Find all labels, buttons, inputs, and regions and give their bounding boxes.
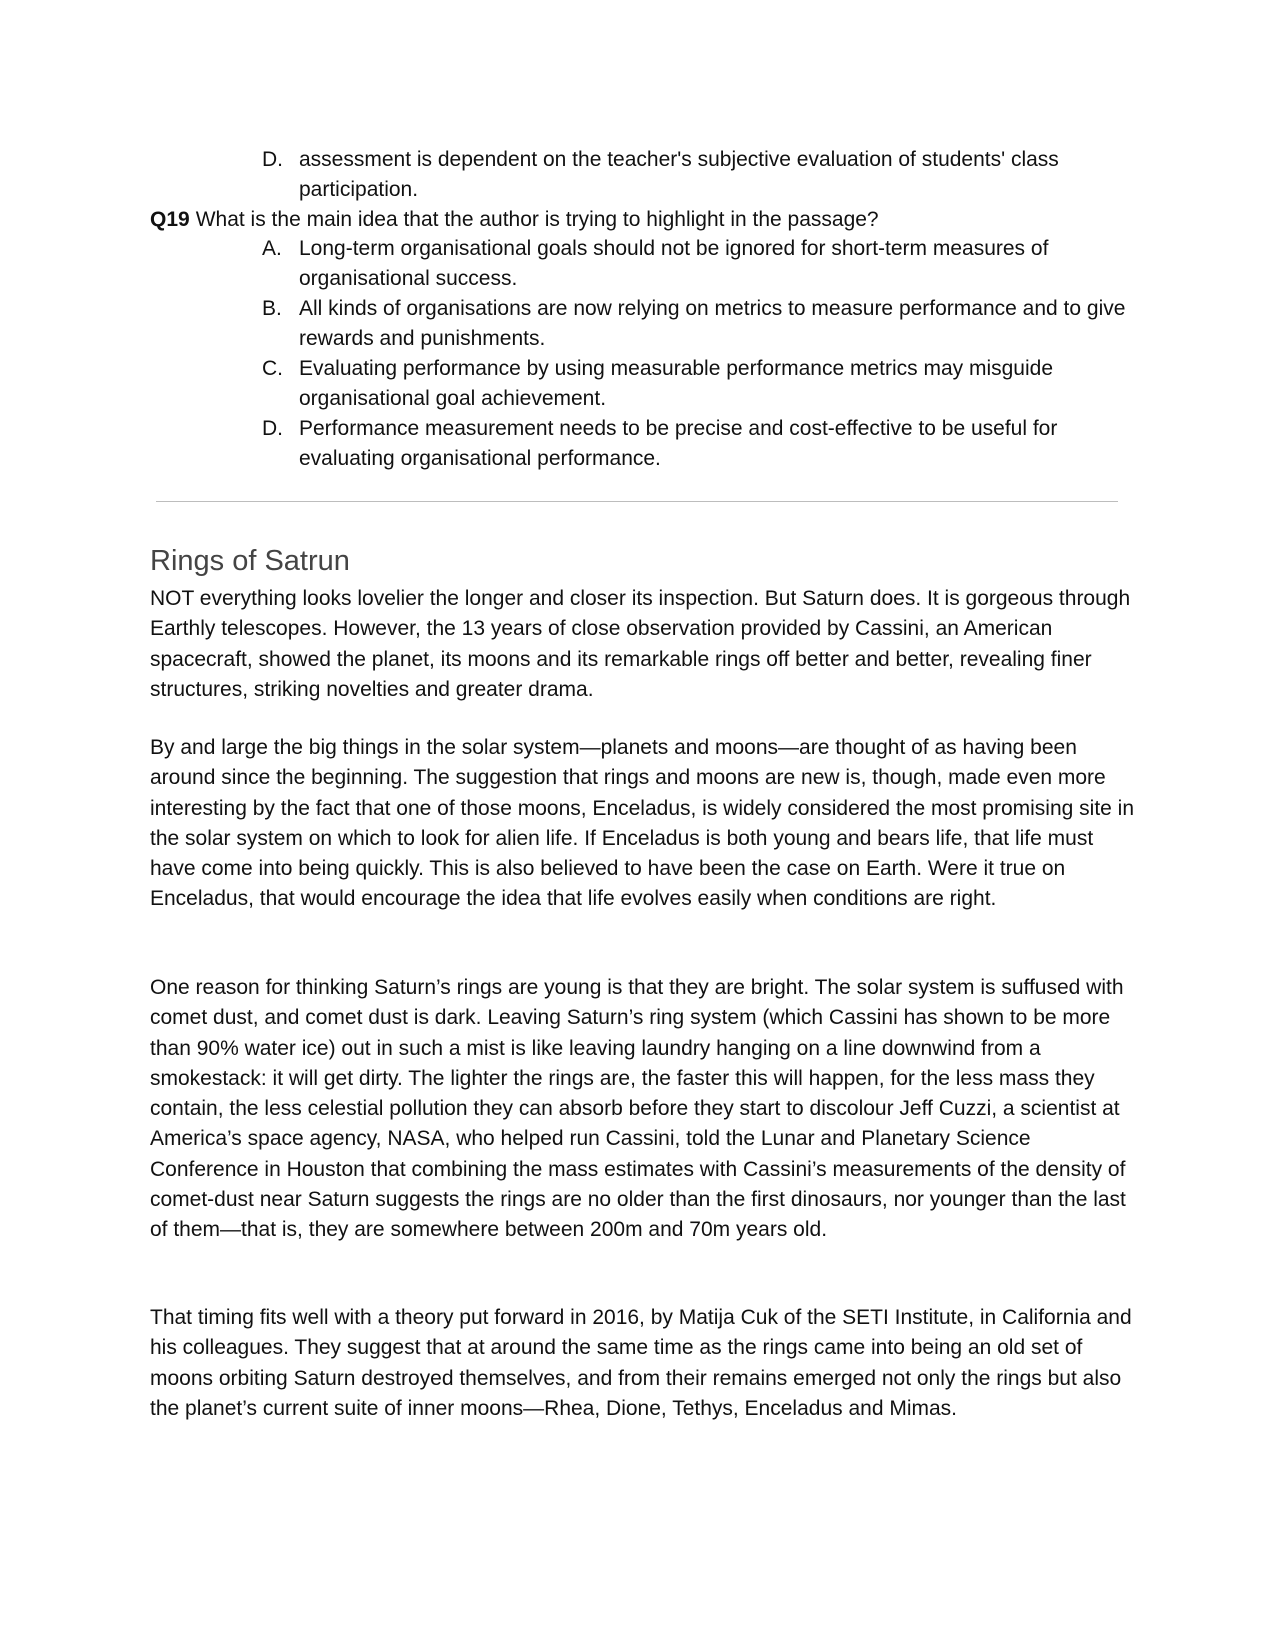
option-text: All kinds of organisations are now relying on metrics to measure performance and to give rewards and punishments.: [299, 297, 1126, 350]
option-text: assessment is dependent on the teacher's subjective evaluation of students' class participation.: [299, 148, 1059, 201]
passage-paragraph-2: By and large the big things in the solar system—planets and moons—are thought of as having been around since the beginning. The suggestion that rings and moons are new is, though, made even more interesting by the fact that one of those moons, Enceladus, is widely considered the most promising site in the solar system on which to look for alien life. If Enceladus is both young and bears life, that life must have come into being quickly. This is also believed to have been the case on Earth. Were it true on Enceladus, that would encourage the idea that life evolves easily when conditions are right.: [150, 736, 1135, 911]
prev-question-option-d: [262, 145, 1142, 205]
option-letter: A.: [262, 237, 282, 260]
option-text: Long-term organisational goals should not be ignored for short-term measures of organisational success.: [299, 237, 1049, 290]
q19-option-d: [262, 414, 1142, 474]
passage-paragraph-4: That timing fits well with a theory put forward in 2016, by Matija Cuk of the SETI Institute, in California and his colleagues. They suggest that at around the same time as the rings came into being an old set of moons orbiting Saturn destroyed themselves, and from their remains emerged not only the rings but also the planet’s current suite of inner moons—Rhea, Dione, Tethys, Enceladus and Mimas.: [150, 1306, 1132, 1420]
passage-paragraph-3: One reason for thinking Saturn’s rings are young is that they are bright. The solar system is suffused with comet dust, and comet dust is dark. Leaving Saturn’s ring system (which Cassini has shown to be more than 90% water ice) out in such a mist is like leaving laundry hanging on a line downwind from a smokestack: it will get dirty. The lighter the rings are, the faster this will happen, for the less mass they contain, the less celestial pollution they can absorb before they start to discolour Jeff Cuzzi, a scientist at America’s space agency, NASA, who helped run Cassini, told the Lunar and Planetary Science Conference in Houston that combining the mass estimates with Cassini’s measurements of the density of comet-dust near Saturn suggests the rings are no older than the first dinosaurs, nor younger than the last of them—that is, they are somewhere between 200m and 70m years old.: [150, 976, 1126, 1242]
option-letter: C.: [262, 357, 283, 380]
question-text: What is the main idea that the author is trying to highlight in the passage?: [195, 208, 879, 231]
question-number: Q19: [150, 208, 190, 231]
option-text: Evaluating performance by using measurable performance metrics may misguide organisational goal achievement.: [299, 357, 1054, 410]
option-letter: D.: [262, 148, 283, 171]
q19-option-b: [262, 294, 1142, 354]
section-divider: [156, 501, 1118, 502]
question-19: [150, 205, 1150, 235]
passage-title: Rings of Satrun: [150, 545, 350, 577]
q19-option-a: [262, 234, 1142, 294]
q19-option-c: [262, 354, 1142, 414]
option-letter: D.: [262, 417, 283, 440]
option-letter: B.: [262, 297, 282, 320]
option-text: Performance measurement needs to be precise and cost-effective to be useful for evaluating organisational performance.: [299, 417, 1058, 470]
passage-paragraph-1: NOT everything looks lovelier the longer and closer its inspection. But Saturn does. It is gorgeous through Earthly telescopes. However, the 13 years of close observation provided by Cassini, an American spacecraft, showed the planet, its moons and its remarkable rings off better and better, revealing finer structures, striking novelties and greater drama.: [150, 587, 1131, 701]
